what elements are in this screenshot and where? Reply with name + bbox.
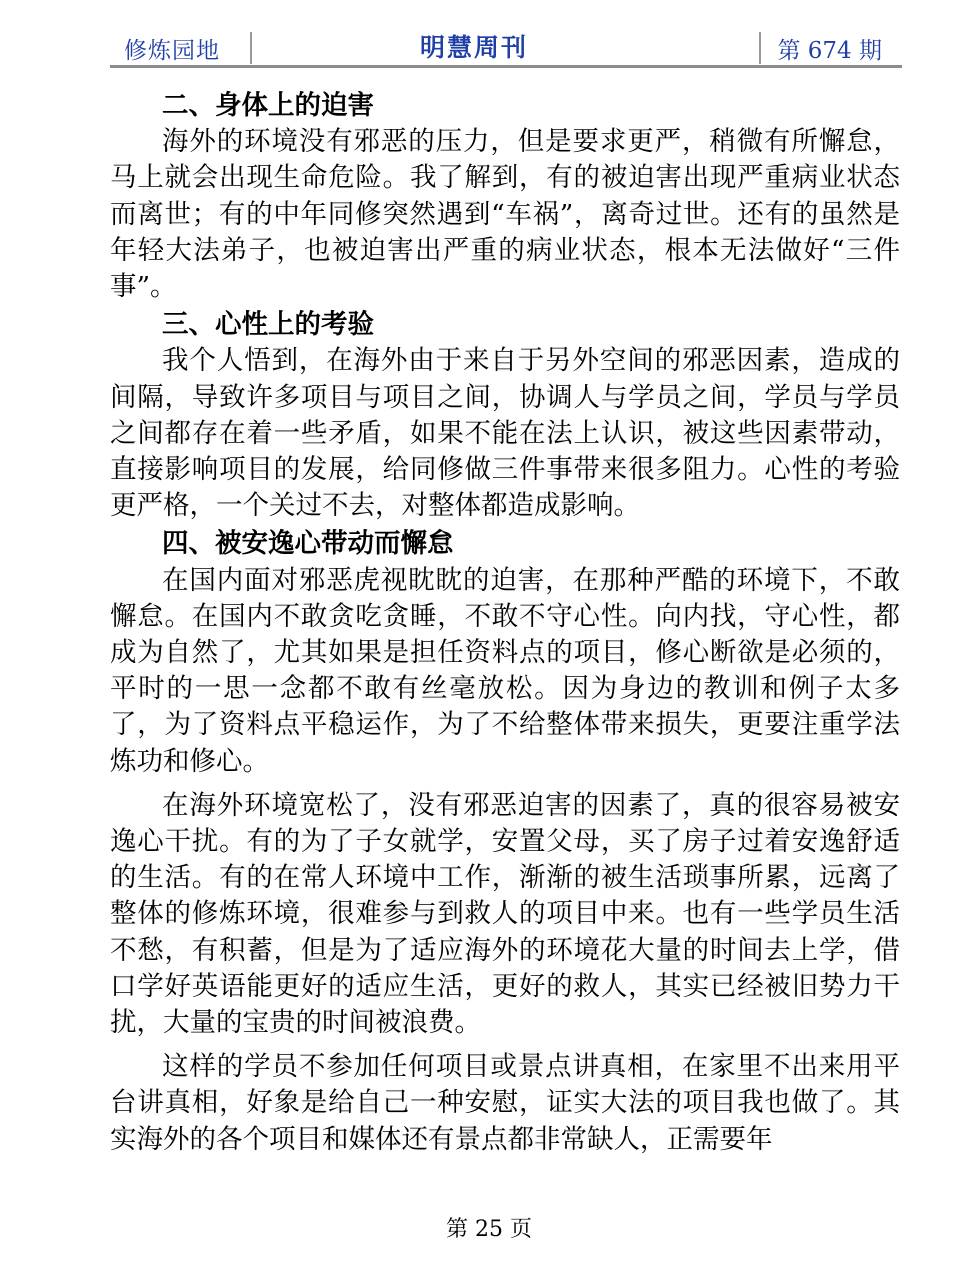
section-name: 修炼园地	[124, 38, 220, 64]
paragraph: 海外的环境没有邪恶的压力，但是要求更严，稍微有所懈怠，马上就会出现生命危险。我了解到，有的被迫害出现严重病业状态而离世；有的中年同修突然遇到“车祸”，离奇过世。还有的虽然是年轻大法弟子，也被迫害出严重的病业状态，根本无法做好“三件事”。	[110, 126, 900, 303]
paragraph: 我个人悟到，在海外由于来自于另外空间的邪恶因素，造成的间隔，导致许多项目与项目之间，协调人与学员之间，学员与学员之间都存在着一些矛盾，如果不能在法上认识，被这些因素带动，直接影响项目的发展，给同修做三件事带来很多阻力。心性的考验更严格，一个关过不去，对整体都造成影响。	[110, 345, 900, 522]
issue-number: 第 674 期	[777, 38, 882, 64]
article-body	[110, 88, 900, 1158]
publication-title: 明慧周刊	[420, 33, 529, 62]
header-divider-right	[759, 32, 761, 64]
paragraph: 在国内面对邪恶虎视眈眈的迫害，在那种严酷的环境下，不敢懈怠。在国内不敢贪吃贪睡，不敢不守心性。向内找，守心性，都成为自然了，尤其如果是担任资料点的项目，修心断欲是必须的，平时的一思一念都不敢有丝毫放松。因为身边的教训和例子太多了，为了资料点平稳运作，为了不给整体带来损失，更要注重学法炼功和修心。	[110, 564, 900, 777]
page-number: 第 25 页	[446, 1217, 532, 1242]
header-divider-left	[250, 32, 252, 64]
paragraph: 这样的学员不参加任何项目或景点讲真相，在家里不出来用平台讲真相，好象是给自己一种安慰，证实大法的项目我也做了。其实海外的各个项目和媒体还有景点都非常缺人，正需要年	[110, 1051, 900, 1155]
page-header	[110, 28, 902, 68]
section-heading-4: 四、被安逸心带动而懈怠	[162, 528, 454, 560]
section-heading-3: 三、心性上的考验	[162, 309, 374, 341]
section-heading-2: 二、身体上的迫害	[162, 90, 374, 121]
paragraph: 在海外环境宽松了，没有邪恶迫害的因素了，真的很容易被安逸心干扰。有的为了子女就学，安置父母，买了房子过着安逸舒适的生活。有的在常人环境中工作，渐渐的被生活琐事所累，远离了整体的修炼环境，很难参与到救人的项目中来。也有一些学员生活不愁，有积蓄，但是为了适应海外的环境花大量的时间去上学，借口学好英语能更好的适应生活，更好的救人，其实已经被旧势力干扰，大量的宝贵的时间被浪费。	[110, 789, 900, 1039]
header-rule	[110, 65, 902, 68]
